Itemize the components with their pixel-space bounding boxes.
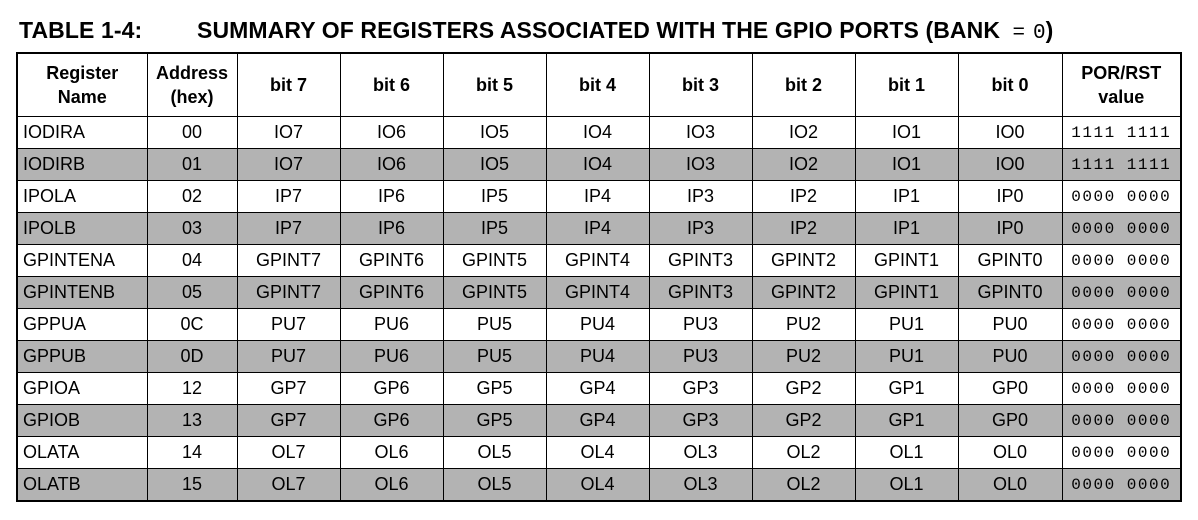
cell-bit5: OL5 [443, 469, 546, 502]
cell-bit4: IP4 [546, 213, 649, 245]
cell-register-name: GPINTENB [17, 277, 147, 309]
cell-bit1: GPINT1 [855, 245, 958, 277]
table-row [17, 373, 1181, 405]
header-bit2: bit 2 [752, 53, 855, 117]
cell-address: 01 [147, 149, 237, 181]
cell-bit5: IO5 [443, 117, 546, 149]
table-caption-text: SUMMARY OF REGISTERS ASSOCIATED WITH THE GPIO PORTS (BANK [197, 17, 1001, 43]
header-por-rst [1062, 53, 1181, 117]
cell-address: 12 [147, 373, 237, 405]
cell-bit4: PU4 [546, 309, 649, 341]
cell-address: 03 [147, 213, 237, 245]
cell-register-name: GPPUB [17, 341, 147, 373]
table-row [17, 149, 1181, 181]
cell-bit3: OL3 [649, 469, 752, 502]
header-address-line2: (hex) [170, 87, 214, 107]
cell-bit4: OL4 [546, 437, 649, 469]
cell-bit1: GP1 [855, 405, 958, 437]
cell-bit3: PU3 [649, 341, 752, 373]
cell-bit0: OL0 [958, 437, 1062, 469]
table-row [17, 277, 1181, 309]
table-row [17, 245, 1181, 277]
header-address [147, 53, 237, 117]
cell-bit5: IO5 [443, 149, 546, 181]
cell-bit6: PU6 [340, 341, 443, 373]
cell-bit5: IP5 [443, 181, 546, 213]
cell-bit6: GPINT6 [340, 277, 443, 309]
cell-bit4: IP4 [546, 181, 649, 213]
cell-bit7: IP7 [237, 181, 340, 213]
cell-bit2: IP2 [752, 181, 855, 213]
header-por-line1: POR/RST [1081, 63, 1162, 83]
table-caption-close-paren: ) [1045, 17, 1054, 43]
table-caption [197, 17, 1053, 45]
cell-address: 0D [147, 341, 237, 373]
cell-bit4: GP4 [546, 405, 649, 437]
cell-por-rst-value: 0000 0000 [1062, 181, 1181, 213]
cell-bit6: OL6 [340, 469, 443, 502]
cell-por-rst-value: 0000 0000 [1062, 309, 1181, 341]
table-number: TABLE 1-4: [19, 17, 143, 43]
cell-bit5: GP5 [443, 405, 546, 437]
header-bit4: bit 4 [546, 53, 649, 117]
cell-bit3: GPINT3 [649, 277, 752, 309]
header-bit3: bit 3 [649, 53, 752, 117]
cell-bit2: PU2 [752, 341, 855, 373]
cell-bit1: IO1 [855, 149, 958, 181]
table-row [17, 405, 1181, 437]
header-register-line1: Register [46, 63, 119, 83]
cell-bit1: IP1 [855, 181, 958, 213]
cell-bit3: PU3 [649, 309, 752, 341]
cell-bit0: IO0 [958, 117, 1062, 149]
cell-bit0: OL0 [958, 469, 1062, 502]
cell-address: 04 [147, 245, 237, 277]
cell-bit0: GP0 [958, 373, 1062, 405]
cell-bit7: PU7 [237, 341, 340, 373]
header-bit1: bit 1 [855, 53, 958, 117]
table-caption-equals: = [1012, 20, 1025, 43]
cell-bit1: IO1 [855, 117, 958, 149]
cell-bit1: PU1 [855, 309, 958, 341]
header-bit6: bit 6 [340, 53, 443, 117]
register-summary-table [16, 52, 1182, 502]
cell-bit0: GPINT0 [958, 277, 1062, 309]
cell-bit1: OL1 [855, 437, 958, 469]
cell-bit2: OL2 [752, 469, 855, 502]
cell-address: 00 [147, 117, 237, 149]
cell-register-name: IODIRA [17, 117, 147, 149]
cell-bit2: PU2 [752, 309, 855, 341]
cell-address: 02 [147, 181, 237, 213]
cell-register-name: GPPUA [17, 309, 147, 341]
cell-bit2: GP2 [752, 405, 855, 437]
cell-register-name: IODIRB [17, 149, 147, 181]
cell-bit6: GP6 [340, 373, 443, 405]
cell-address: 0C [147, 309, 237, 341]
cell-address: 14 [147, 437, 237, 469]
cell-bit4: OL4 [546, 469, 649, 502]
cell-bit6: PU6 [340, 309, 443, 341]
cell-por-rst-value: 0000 0000 [1062, 213, 1181, 245]
cell-register-name: OLATA [17, 437, 147, 469]
cell-bit7: IO7 [237, 117, 340, 149]
cell-por-rst-value: 1111 1111 [1062, 149, 1181, 181]
cell-bit5: PU5 [443, 309, 546, 341]
cell-address: 13 [147, 405, 237, 437]
table-row [17, 117, 1181, 149]
cell-bit6: GP6 [340, 405, 443, 437]
header-bit5: bit 5 [443, 53, 546, 117]
cell-bit0: GP0 [958, 405, 1062, 437]
cell-bit3: IP3 [649, 181, 752, 213]
cell-bit6: IO6 [340, 117, 443, 149]
cell-bit4: GPINT4 [546, 277, 649, 309]
cell-register-name: GPIOA [17, 373, 147, 405]
cell-por-rst-value: 0000 0000 [1062, 277, 1181, 309]
cell-por-rst-value: 0000 0000 [1062, 245, 1181, 277]
cell-bit2: GP2 [752, 373, 855, 405]
cell-bit6: IP6 [340, 181, 443, 213]
cell-bit5: OL5 [443, 437, 546, 469]
table-row [17, 341, 1181, 373]
cell-register-name: GPIOB [17, 405, 147, 437]
cell-bit6: IO6 [340, 149, 443, 181]
cell-bit7: IO7 [237, 149, 340, 181]
cell-bit3: IP3 [649, 213, 752, 245]
cell-bit2: GPINT2 [752, 245, 855, 277]
cell-bit4: PU4 [546, 341, 649, 373]
cell-bit7: IP7 [237, 213, 340, 245]
cell-bit2: IP2 [752, 213, 855, 245]
cell-por-rst-value: 0000 0000 [1062, 437, 1181, 469]
table-row [17, 437, 1181, 469]
header-por-line2: value [1098, 87, 1145, 107]
cell-bit0: IO0 [958, 149, 1062, 181]
cell-por-rst-value: 0000 0000 [1062, 469, 1181, 502]
cell-register-name: OLATB [17, 469, 147, 502]
cell-bit1: GP1 [855, 373, 958, 405]
cell-bit2: IO2 [752, 117, 855, 149]
cell-bit7: PU7 [237, 309, 340, 341]
cell-bit2: GPINT2 [752, 277, 855, 309]
cell-register-name: IPOLB [17, 213, 147, 245]
header-register-name [17, 53, 147, 117]
cell-bit4: IO4 [546, 149, 649, 181]
cell-bit2: IO2 [752, 149, 855, 181]
cell-bit3: IO3 [649, 149, 752, 181]
cell-bit6: OL6 [340, 437, 443, 469]
cell-por-rst-value: 0000 0000 [1062, 341, 1181, 373]
cell-address: 15 [147, 469, 237, 502]
cell-bit4: GPINT4 [546, 245, 649, 277]
cell-bit0: PU0 [958, 309, 1062, 341]
cell-bit6: IP6 [340, 213, 443, 245]
cell-bit5: GP5 [443, 373, 546, 405]
table-caption-bank-value: 0 [1032, 22, 1046, 45]
cell-address: 05 [147, 277, 237, 309]
cell-bit3: GPINT3 [649, 245, 752, 277]
cell-bit1: GPINT1 [855, 277, 958, 309]
table-row [17, 469, 1181, 502]
cell-bit7: GPINT7 [237, 277, 340, 309]
cell-por-rst-value: 1111 1111 [1062, 117, 1181, 149]
cell-bit0: GPINT0 [958, 245, 1062, 277]
table-body [17, 117, 1181, 502]
cell-bit2: OL2 [752, 437, 855, 469]
cell-bit1: PU1 [855, 341, 958, 373]
cell-bit4: GP4 [546, 373, 649, 405]
header-bit0: bit 0 [958, 53, 1062, 117]
cell-bit1: IP1 [855, 213, 958, 245]
header-address-line1: Address [155, 63, 229, 83]
table-title [19, 17, 1053, 47]
cell-bit5: GPINT5 [443, 245, 546, 277]
cell-bit5: GPINT5 [443, 277, 546, 309]
cell-bit6: GPINT6 [340, 245, 443, 277]
cell-bit7: GP7 [237, 405, 340, 437]
cell-bit5: PU5 [443, 341, 546, 373]
cell-bit7: OL7 [237, 469, 340, 502]
table-row [17, 309, 1181, 341]
header-bit7: bit 7 [237, 53, 340, 117]
cell-bit1: OL1 [855, 469, 958, 502]
cell-bit7: GP7 [237, 373, 340, 405]
cell-bit4: IO4 [546, 117, 649, 149]
table-row [17, 213, 1181, 245]
cell-por-rst-value: 0000 0000 [1062, 373, 1181, 405]
cell-bit3: IO3 [649, 117, 752, 149]
header-register-line2: Name [57, 87, 107, 107]
cell-register-name: IPOLA [17, 181, 147, 213]
cell-bit5: IP5 [443, 213, 546, 245]
cell-bit7: OL7 [237, 437, 340, 469]
cell-register-name: GPINTENA [17, 245, 147, 277]
cell-bit0: PU0 [958, 341, 1062, 373]
cell-bit7: GPINT7 [237, 245, 340, 277]
cell-bit3: GP3 [649, 373, 752, 405]
table-row [17, 181, 1181, 213]
table-header-row [17, 53, 1181, 117]
cell-bit3: GP3 [649, 405, 752, 437]
cell-bit0: IP0 [958, 213, 1062, 245]
cell-bit0: IP0 [958, 181, 1062, 213]
cell-bit3: OL3 [649, 437, 752, 469]
cell-por-rst-value: 0000 0000 [1062, 405, 1181, 437]
